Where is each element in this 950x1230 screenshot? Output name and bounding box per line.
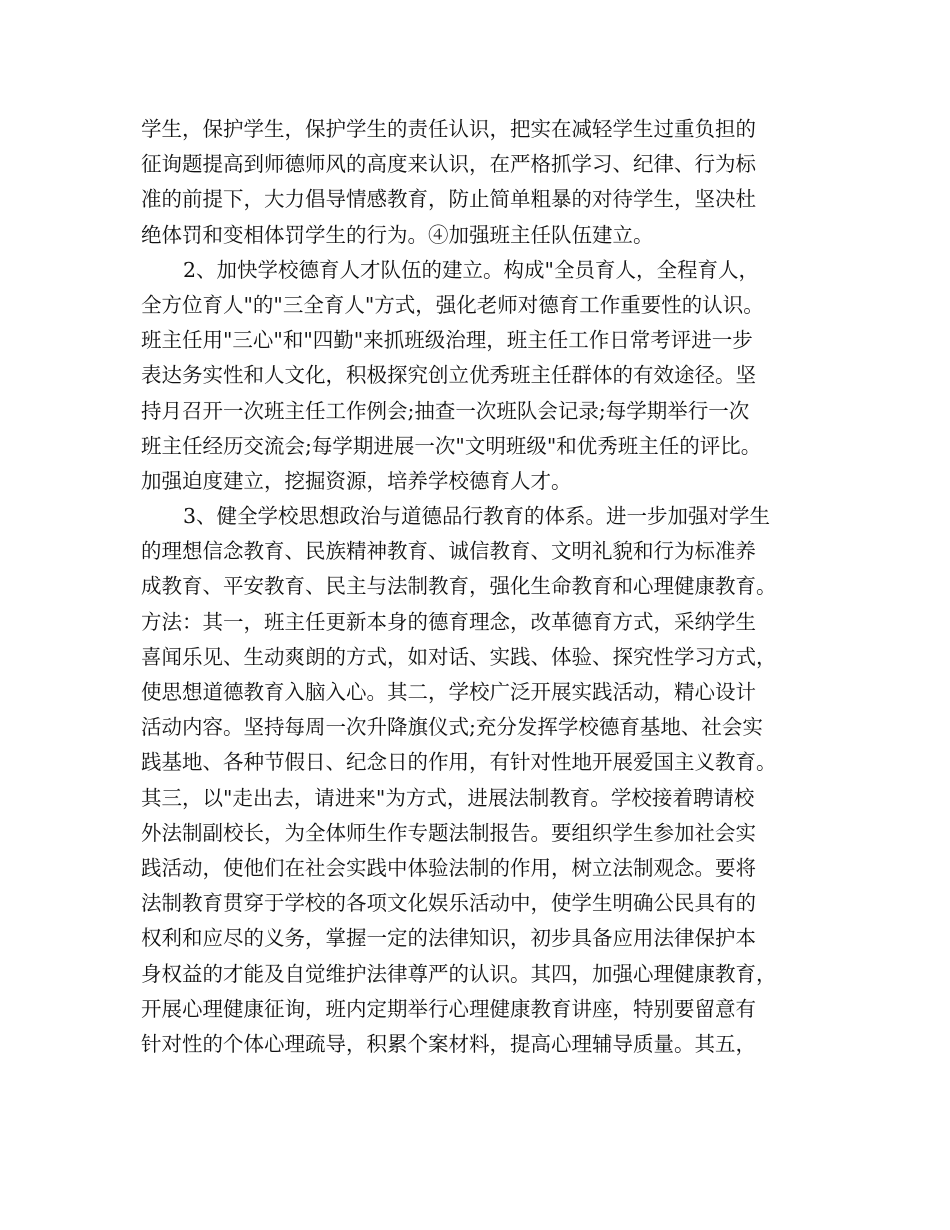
text-line: 其三，以"走出去，请进来"为方式，进展法制教育。学校接着聘请校 — [141, 785, 755, 810]
text-line: 征询题提高到师德师风的高度来认识，在严格抓学习、纪律、行为标 — [141, 152, 756, 177]
text-line: 持月召开一次班主任工作例会;抽查一次班队会记录;每学期举行一次 — [141, 398, 750, 423]
text-line: 践基地、各种节假日、纪念日的作用，有针对性地开展爱国主义教育。 — [141, 750, 777, 775]
document-page — [141, 112, 831, 1062]
text-line: 外法制副校长，为全体师生作专题法制报告。要组织学生参加社会实 — [141, 820, 756, 845]
text-line: 2、加快学校德育人才队伍的建立。构成"全员育人，全程育人， — [183, 257, 759, 282]
text-line: 开展心理健康征询，班内定期举行心理健康教育讲座，特别要留意有 — [141, 996, 756, 1021]
text-line: 针对性的个体心理疏导，积累个案材料，提高心理辅导质量。其五， — [141, 1031, 756, 1056]
text-line: 践活动，使他们在社会实践中体验法制的作用，树立法制观念。要将 — [141, 855, 756, 880]
text-line: 活动内容。坚持每周一次升降旗仪式;充分发挥学校德育基地、社会实 — [141, 715, 763, 740]
text-line: 表达务实性和人文化，积极探究创立优秀班主任群体的有效途径。坚 — [141, 363, 756, 388]
text-line: 绝体罚和变相体罚学生的行为。④加强班主任队伍建立。 — [141, 222, 654, 247]
text-line: 成教育、平安教育、民主与法制教育，强化生命教育和心理健康教育。 — [141, 574, 777, 599]
text-line: 使思想道德教育入脑入心。其二，学校广泛开展实践活动，精心设计 — [141, 680, 756, 704]
text-line: 学生，保护学生，保护学生的责任认识，把实在减轻学生过重负担的 — [141, 117, 756, 141]
text-line: 权利和应尽的义务，掌握一定的法律知识，初步具备应用法律保护本 — [141, 926, 756, 951]
text-line: 加强迫度建立，挖掘资源，培养学校德育人才。 — [141, 468, 572, 493]
text-line: 3、健全学校思想政治与道德品行教育的体系。进一步加强对学生 — [183, 504, 771, 529]
text-line: 班主任经历交流会;每学期进展一次"文明班级"和优秀班主任的评比。 — [141, 433, 762, 458]
text-line: 班主任用"三心"和"四勤"来抓班级治理，班主任工作日常考评进一步 — [141, 328, 753, 353]
text-line: 的理想信念教育、民族精神教育、诚信教育、文明礼貌和行为标准养 — [141, 539, 756, 564]
text-line: 喜闻乐见、生动爽朗的方式，如对话、实践、体验、探究性学习方式， — [141, 644, 777, 669]
text-line: 准的前提下，大力倡导情感教育，防止简单粗暴的对待学生，坚决杜 — [141, 187, 756, 212]
text-line: 身权益的才能及自觉维护法律尊严的认识。其四，加强心理健康教育， — [141, 961, 777, 986]
text-line: 全方位育人"的"三全育人"方式，强化老师对德育工作重要性的认识。 — [141, 292, 764, 317]
text-line: 方法：其一，班主任更新本身的德育理念，改革德育方式，采纳学生 — [141, 609, 756, 634]
text-line: 法制教育贯穿于学校的各项文化娱乐活动中，使学生明确公民具有的 — [141, 891, 756, 916]
